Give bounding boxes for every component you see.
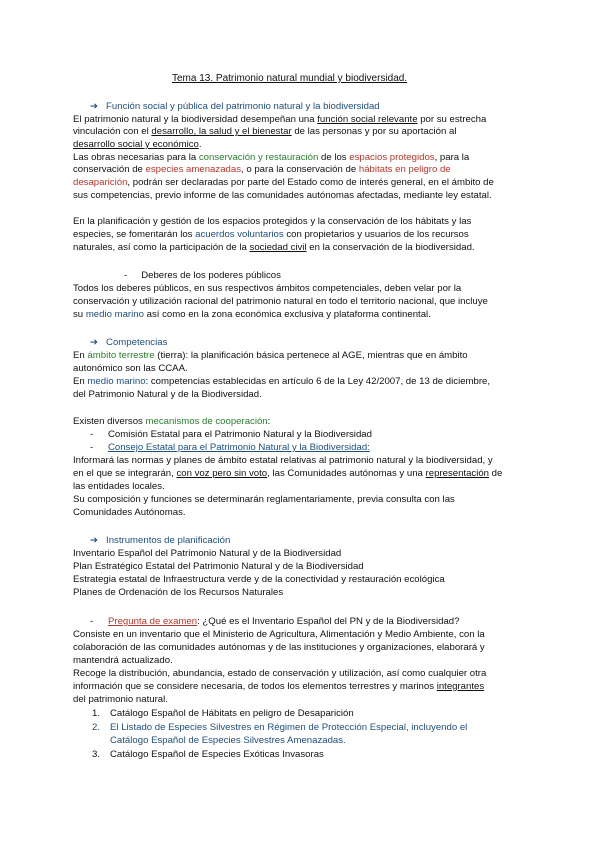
list-line: Estrategia estatal de Infraestructura verde y de la conectividad y restauración ecológica <box>73 574 445 585</box>
list-line: Plan Estratégico Estatal del Patrimonio Natural y de la Biodiversidad <box>73 561 364 572</box>
paragraph-line: En ámbito terrestre (tierra): la planificación básica pertenece al AGE, mientras que en ámbito <box>73 350 468 361</box>
paragraph-line: conservación de especies amenazadas, o para la conservación de hábitats en peligro de <box>73 164 451 175</box>
subheading-deberes: - Deberes de los poderes públicos <box>124 270 281 281</box>
numbered-item: 3. Catálogo Español de Especies Exóticas Invasoras <box>92 749 324 760</box>
paragraph-line: El patrimonio natural y la biodiversidad desempeñan una función social relevante por su estrecha <box>73 114 487 125</box>
paragraph-line: En la planificación y gestión de los espacios protegidos y la conservación de los hábitats y las <box>73 216 472 227</box>
paragraph-line: vinculación con el desarrollo, la salud y el bienestar de las personas y por su aportación al <box>73 126 457 137</box>
paragraph-line: mantendrá actualizado. <box>73 655 173 666</box>
paragraph-line: Su composición y funciones se determinarán reglamentariamente, previa consulta con las <box>73 494 455 505</box>
list-line: Planes de Ordenación de los Recursos Naturales <box>73 587 284 598</box>
list-line: Inventario Español del Patrimonio Natural y de la Biodiversidad <box>73 548 342 559</box>
paragraph-line: En medio marino: competencias establecidas en artículo 6 de la Ley 42/2007, de 13 de diciembre, <box>73 376 491 387</box>
arrow-right-icon: ➔ <box>90 101 99 112</box>
list-item: - Consejo Estatal para el Patrimonio Natural y la Biodiversidad: <box>90 442 370 453</box>
paragraph-line: Las obras necesarias para la conservación y restauración de los espacios protegidos, para la <box>73 152 470 163</box>
list-item: - Comisión Estatal para el Patrimonio Natural y la Biodiversidad <box>90 429 372 440</box>
paragraph-line: autonómico son las CCAA. <box>73 363 188 374</box>
section-heading-competencias: ➔ Competencias <box>90 337 168 348</box>
paragraph-line: sus competencias, previo informe de las comunidades autónomas afectadas, mediante ley estatal. <box>73 190 492 201</box>
paragraph-line: Existen diversos mecanismos de cooperación: <box>73 416 271 427</box>
numbered-item: 1. Catálogo Español de Hábitats en peligro de Desaparición <box>92 708 354 719</box>
paragraph-line: del Patrimonio Natural y de la Biodiversidad. <box>73 389 262 400</box>
document-title: Tema 13. Patrimonio natural mundial y biodiversidad. <box>172 73 408 84</box>
paragraph-line: en el que se integrarán, con voz pero sin voto, las Comunidades autónomas y una representación de <box>73 468 503 479</box>
paragraph-line: Todos los deberes públicos, en sus respectivos ámbitos competenciales, deben velar por la <box>73 283 462 294</box>
paragraph-line: Recoge la distribución, abundancia, estado de conservación y utilización, así como cualquier otra <box>73 668 487 679</box>
section-heading-funcion-social: ➔ Función social y pública del patrimonio natural y la biodiversidad <box>90 101 380 112</box>
paragraph-line: Comunidades Autónomas. <box>73 507 186 518</box>
numbered-item-continuation: Catálogo Español de Especies Silvestres Amenazadas. <box>110 735 346 746</box>
paragraph-line: información que se considere necesaria, de todos los elementos terrestres y marinos integrantes <box>73 681 485 692</box>
paragraph-line: las entidades locales. <box>73 481 165 492</box>
paragraph-line: colaboración de las comunidades autónomas y de las instituciones y organizaciones, elaborará y <box>73 642 485 653</box>
exam-question: - Pregunta de examen: ¿Qué es el Inventario Español del PN y de la Biodiversidad? <box>90 616 460 627</box>
paragraph-line: especies, se fomentarán los acuerdos voluntarios con propietarios y usuarios de los recursos <box>73 229 469 240</box>
paragraph-line: del patrimonio natural. <box>73 694 168 705</box>
numbered-item: 2. El Listado de Especies Silvestres en Régimen de Protección Especial, incluyendo el <box>92 722 468 733</box>
paragraph-line: naturales, así como la participación de la sociedad civil en la conservación de la biodiversidad. <box>73 242 475 253</box>
paragraph-line: conservación y utilización racional del patrimonio natural en todo el territorio nacional, que incluye <box>73 296 488 307</box>
paragraph-line: su medio marino así como en la zona económica exclusiva y plataforma continental. <box>73 309 431 320</box>
paragraph-line: desaparición, podrán ser declaradas por parte del Estado como de interés general, en el ámbito de <box>73 177 494 188</box>
section-heading-instrumentos: ➔ Instrumentos de planificación <box>90 535 231 546</box>
paragraph-line: desarrollo social y económico. <box>73 139 202 150</box>
arrow-right-icon: ➔ <box>90 337 99 348</box>
arrow-right-icon: ➔ <box>90 535 99 546</box>
paragraph-line: Informará las normas y planes de ámbito estatal relativas al patrimonio natural y la biodiversidad, y <box>73 455 493 466</box>
paragraph-line: Consiste en un inventario que el Ministerio de Agricultura, Alimentación y Medio Ambiente, con la <box>73 629 485 640</box>
